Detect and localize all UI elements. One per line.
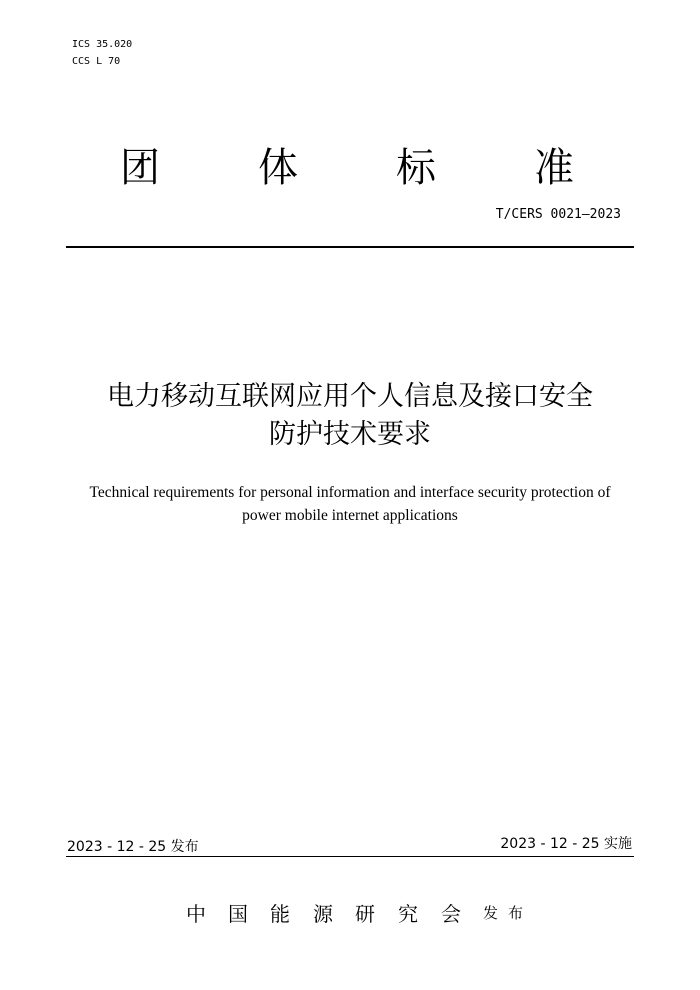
classification-codes — [72, 36, 132, 70]
english-title-line-1: Technical requirements for personal information and interface security protection of — [89, 484, 611, 501]
standard-type-char: 标 — [396, 145, 436, 191]
issuer-char: 究 — [398, 902, 418, 926]
standard-number: T/CERS 0021—2023 — [495, 207, 621, 222]
issuer-char: 能 — [270, 902, 290, 926]
chinese-title-line-1: 电力移动互联网应用个人信息及接口安全 — [107, 381, 593, 412]
implement-date: 2023 - 12 - 25 实施 — [500, 836, 632, 852]
issuer-char: 中 — [186, 902, 206, 926]
issuer-char: 源 — [313, 902, 333, 926]
standard-type-heading — [0, 136, 700, 196]
english-title — [40, 481, 660, 527]
english-title-line-2: power mobile internet applications — [242, 507, 458, 524]
chinese-title-line-2: 防护技术要求 — [269, 419, 431, 450]
issuer-suffix-char: 布 — [508, 904, 524, 922]
issuer-suffix-char: 发 — [483, 904, 499, 922]
issuer-char: 会 — [441, 902, 461, 926]
standard-type-char: 准 — [534, 145, 574, 191]
ccs-code: CCS L 70 — [72, 56, 121, 67]
chinese-title — [40, 378, 660, 454]
issuer — [0, 898, 700, 928]
ics-code: ICS 35.020 — [72, 39, 133, 50]
issuer-char: 国 — [228, 902, 248, 926]
publish-date: 2023 - 12 - 25 发布 — [67, 839, 199, 855]
standard-type-char: 体 — [258, 145, 298, 191]
issuer-char: 研 — [355, 902, 375, 926]
standard-type-char: 团 — [120, 145, 160, 191]
bottom-divider — [66, 856, 634, 857]
top-divider — [66, 246, 634, 248]
